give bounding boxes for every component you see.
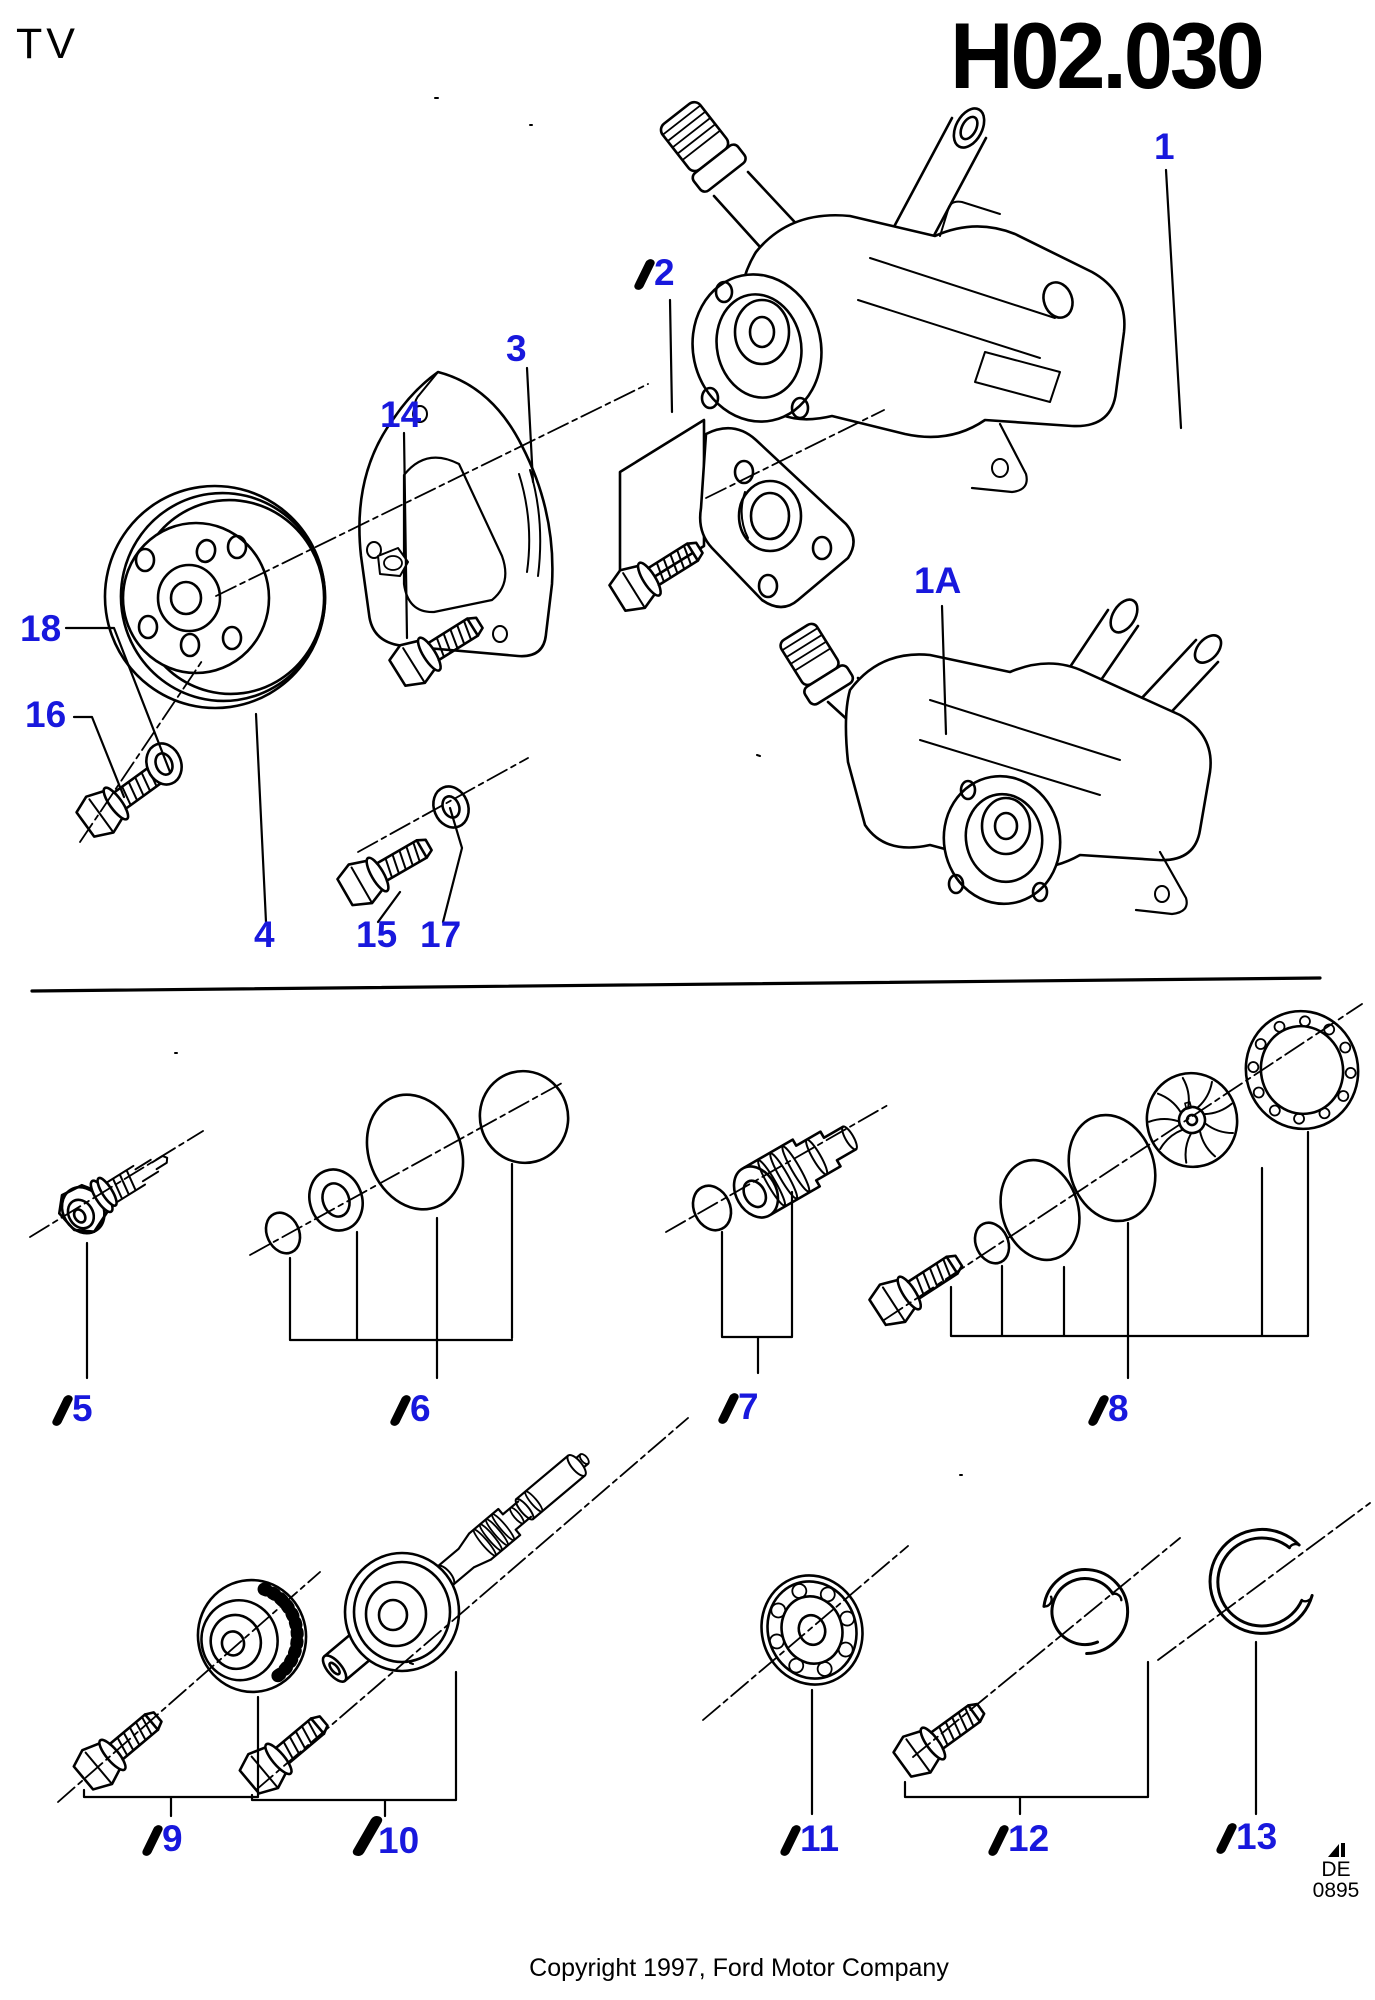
registration-mark-icon — [1306, 1842, 1366, 1858]
callout-4[interactable] — [254, 916, 275, 953]
callout-label: 3 — [506, 328, 527, 369]
callout-1A[interactable] — [914, 562, 961, 599]
stamp-line2: 0895 — [1312, 1879, 1360, 1902]
callout-label: 16 — [25, 694, 67, 735]
callout-16[interactable] — [25, 696, 66, 733]
callout-11[interactable] — [786, 1820, 839, 1857]
leader-lines — [66, 170, 1308, 1816]
callout-label: 4 — [254, 914, 275, 955]
valve-fitting-drawing — [30, 1131, 203, 1242]
callout-2[interactable] — [640, 254, 675, 291]
control-valve-drawing — [666, 1105, 888, 1236]
callout-12[interactable] — [994, 1820, 1049, 1857]
rotor-kit-drawing — [866, 1001, 1369, 1332]
callout-label: 5 — [72, 1388, 93, 1429]
hex-bolt-15 — [334, 825, 440, 912]
callout-1[interactable] — [1154, 128, 1175, 165]
washer-17 — [427, 781, 474, 833]
callout-label: 10 — [378, 1820, 420, 1861]
callout-label: 1 — [1154, 126, 1175, 167]
callout-10[interactable] — [362, 1814, 419, 1859]
page-title: H02.030 — [950, 3, 1262, 108]
copyright-notice: Copyright 1997, Ford Motor Company — [529, 1954, 949, 1982]
snap-ring-drawing — [1158, 1503, 1370, 1660]
callout-label: 11 — [800, 1818, 840, 1859]
print-stamp — [1306, 1842, 1366, 1901]
callout-14[interactable] — [380, 396, 421, 433]
callout-label: 8 — [1108, 1388, 1129, 1429]
callout-7[interactable] — [724, 1388, 759, 1425]
callout-label: 15 — [356, 914, 398, 955]
callout-3[interactable] — [506, 330, 527, 367]
pulley-drawing — [91, 472, 340, 722]
callout-label: 12 — [1008, 1818, 1050, 1859]
washer-18 — [140, 738, 187, 790]
pump-flange-drawing — [606, 410, 884, 617]
callout-8[interactable] — [1094, 1390, 1129, 1427]
callout-5[interactable] — [58, 1390, 93, 1427]
shaft-assembly-drawing — [235, 1418, 688, 1800]
stamp-line1: DE — [1321, 1858, 1351, 1881]
callout-label: 14 — [380, 394, 422, 435]
callout-label: 7 — [738, 1386, 759, 1427]
callout-label: 17 — [420, 914, 462, 955]
power-steering-pump-alt-drawing — [775, 595, 1227, 914]
callout-6[interactable] — [396, 1390, 431, 1427]
callout-label: 2 — [654, 252, 675, 293]
cam-ring-drawing — [1235, 1001, 1369, 1140]
snap-ring-bolt-drawing — [889, 1538, 1180, 1783]
callout-label: 13 — [1236, 1816, 1278, 1857]
page-corner-marker: TV — [16, 20, 79, 68]
seal-kit-drawing — [250, 1061, 578, 1259]
callout-label: 1A — [914, 560, 962, 601]
callout-15[interactable] — [356, 916, 397, 953]
callout-13[interactable] — [1222, 1818, 1277, 1855]
bearing-drawing — [703, 1546, 908, 1720]
callout-label: 18 — [20, 608, 62, 649]
callout-18[interactable] — [20, 610, 61, 647]
callout-9[interactable] — [148, 1820, 183, 1857]
callout-17[interactable] — [420, 916, 461, 953]
section-divider-line — [32, 978, 1320, 991]
callout-label: 6 — [410, 1388, 431, 1429]
callout-label: 9 — [162, 1818, 183, 1859]
